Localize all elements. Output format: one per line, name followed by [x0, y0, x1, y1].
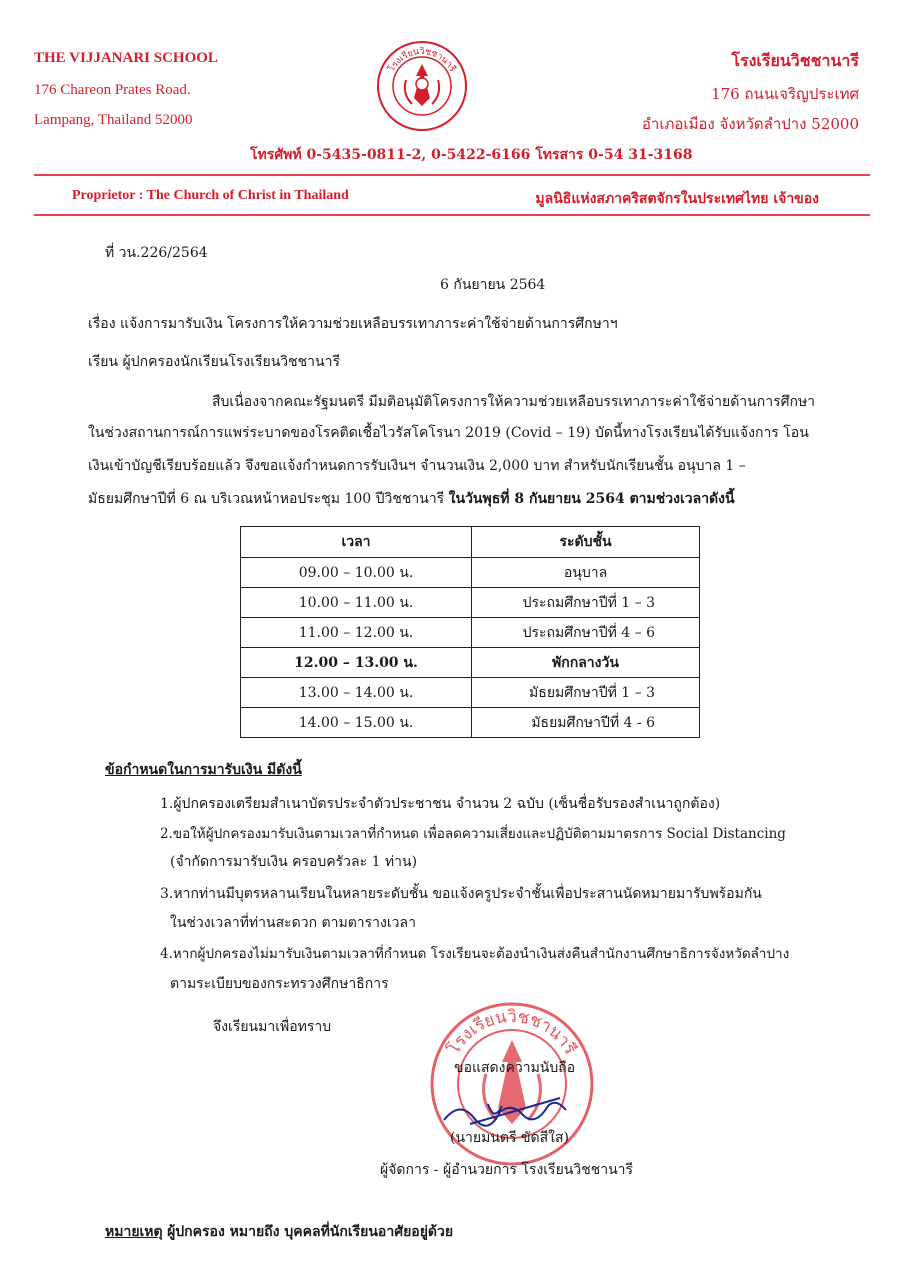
- paragraph-line-4: [88, 489, 735, 509]
- footnote-label: หมายเหตุ: [105, 1224, 163, 1240]
- table-row: [241, 588, 700, 618]
- phone-fax-line: โทรศัพท์ 0-5435-0811-2, 0-5422-6166 โทรสาร 0-54 31-3168: [250, 147, 693, 163]
- footnote: [105, 1222, 453, 1242]
- closing-regards: ขอแสดงความนับถือ: [454, 1060, 576, 1076]
- schedule-table: [240, 526, 700, 738]
- signatory-name: (นายมนตรี ขัดสีใส): [450, 1130, 570, 1146]
- address-en-line-2: Lampang, Thailand 52000: [34, 112, 193, 128]
- letter-date: 6 กันยายน 2564: [440, 277, 546, 293]
- paragraph-line-2: ในช่วงสถานการณ์การแพร่ระบาดของโรคติดเชื้อไวรัสโคโรนา 2019 (Covid – 19) บัดนี้ทางโรงเรียนได้รับแจ้งการ โอน: [88, 425, 809, 441]
- cell-level: ประถมศึกษาปีที่ 1 – 3: [472, 588, 700, 618]
- condition-item-1: 1.ผู้ปกครองเตรียมสำเนาบัตรประจำตัวประชาชน จำนวน 2 ฉบับ (เซ็นชื่อรับรองสำเนาถูกต้อง): [160, 796, 721, 812]
- cell-level: มัธยมศึกษาปีที่ 4 - 6: [472, 708, 700, 738]
- table-row: [241, 708, 700, 738]
- cell-level: พักกลางวัน: [472, 648, 700, 678]
- paragraph-line-3: เงินเข้าบัญชีเรียบร้อยแล้ว จึงขอแจ้งกำหนดการรับเงินฯ จำนวนเงิน 2,000 บาท สำหรับนักเรียนชั้น อนุบาล 1 –: [88, 458, 746, 474]
- table-row: [241, 648, 700, 678]
- stamp-text: โรงเรียนวิชชานารี: [443, 1007, 581, 1059]
- condition-item-2-note: (จำกัดการมารับเงิน ครอบครัวละ 1 ท่าน): [170, 854, 418, 870]
- condition-item-2: 2.ขอให้ผู้ปกครองมารับเงินตามเวลาที่กำหนด เพื่อลดความเสี่ยงและปฏิบัติตามมาตรการ Social Distancing: [160, 826, 786, 842]
- cell-time: 13.00 – 14.00 น.: [241, 678, 472, 708]
- address-en-line-1: 176 Chareon Prates Road.: [34, 82, 191, 98]
- paragraph-line-1: สืบเนื่องจากคณะรัฐมนตรี มีมติอนุมัติโครงการให้ความช่วยเหลือบรรเทาภาระค่าใช้จ่ายด้านการศึกษา: [212, 394, 816, 410]
- condition-item-4: 4.หากผู้ปกครองไม่มารับเงินตามเวลาที่กำหนด โรงเรียนจะต้องนำเงินส่งคืนสำนักงานศึกษาธิการจังหวัดลำปาง: [160, 946, 790, 962]
- table-row: [241, 558, 700, 588]
- condition-item-3: 3.หากท่านมีบุตรหลานเรียนในหลายระดับชั้น ขอแจ้งครูประจำชั้นเพื่อประสานนัดหมายมารับพร้อมกัน: [160, 886, 762, 902]
- condition-item-4-cont: ตามระเบียบของกระทรวงศึกษาธิการ: [170, 976, 389, 992]
- cell-time: 11.00 – 12.00 น.: [241, 618, 472, 648]
- column-header-level: ระดับชั้น: [472, 527, 700, 558]
- school-name-th: โรงเรียนวิชชานารี: [731, 51, 859, 70]
- logo-text: โรงเรียนวิชชานารี: [386, 46, 458, 74]
- proprietor-th: มูลนิธิแห่งสภาคริสตจักรในประเทศไทย เจ้าของ: [535, 191, 819, 207]
- cell-level: มัธยมศึกษาปีที่ 1 – 3: [472, 678, 700, 708]
- cell-time: 09.00 – 10.00 น.: [241, 558, 472, 588]
- signatory-position: ผู้จัดการ - ผู้อำนวยการ โรงเรียนวิชชานารี: [380, 1162, 634, 1178]
- cell-time: 10.00 – 11.00 น.: [241, 588, 472, 618]
- header-rule-bottom: [34, 214, 870, 216]
- proprietor-en: Proprietor : The Church of Christ in Thailand: [72, 188, 349, 203]
- cell-time: 12.00 – 13.00 น.: [241, 648, 472, 678]
- table-header-row: [241, 527, 700, 558]
- address-th-line-1: 176 ถนนเจริญประเทศ: [711, 85, 859, 103]
- footnote-text: ผู้ปกครอง หมายถึง บุคคลที่นักเรียนอาศัยอยู่ด้วย: [167, 1224, 454, 1240]
- school-logo: [376, 40, 468, 132]
- school-name-en: THE VIJJANARI SCHOOL: [34, 50, 218, 66]
- cell-level: ประถมศึกษาปีที่ 4 – 6: [472, 618, 700, 648]
- header-rule-top: [34, 174, 870, 176]
- closing-inform: จึงเรียนมาเพื่อทราบ: [213, 1019, 332, 1035]
- table-row: [241, 678, 700, 708]
- letter-recipient: เรียน ผู้ปกครองนักเรียนโรงเรียนวิชชานารี: [88, 354, 340, 370]
- paragraph-line-4-bold: ในวันพุธที่ 8 กันยายน 2564 ตามช่วงเวลาดังนี้: [448, 491, 735, 507]
- letter-subject: เรื่อง แจ้งการมารับเงิน โครงการให้ความช่วยเหลือบรรเทาภาระค่าใช้จ่ายด้านการศึกษาฯ: [88, 316, 618, 332]
- table-row: [241, 618, 700, 648]
- cell-time: 14.00 – 15.00 น.: [241, 708, 472, 738]
- paragraph-line-4-normal: มัธยมศึกษาปีที่ 6 ณ บริเวณหน้าหอประชุม 100 ปีวิชชานารี: [88, 491, 445, 507]
- column-header-time: เวลา: [241, 527, 472, 558]
- conditions-heading: ข้อกำหนดในการมารับเงิน มีดังนี้: [105, 762, 302, 778]
- condition-item-3-cont: ในช่วงเวลาที่ท่านสะดวก ตามตารางเวลา: [170, 915, 416, 931]
- signature: [440, 1092, 570, 1132]
- cell-level: อนุบาล: [472, 558, 700, 588]
- reference-number: ที่ วน.226/2564: [105, 245, 208, 261]
- address-th-line-2: อำเภอเมือง จังหวัดลำปาง 52000: [641, 115, 859, 133]
